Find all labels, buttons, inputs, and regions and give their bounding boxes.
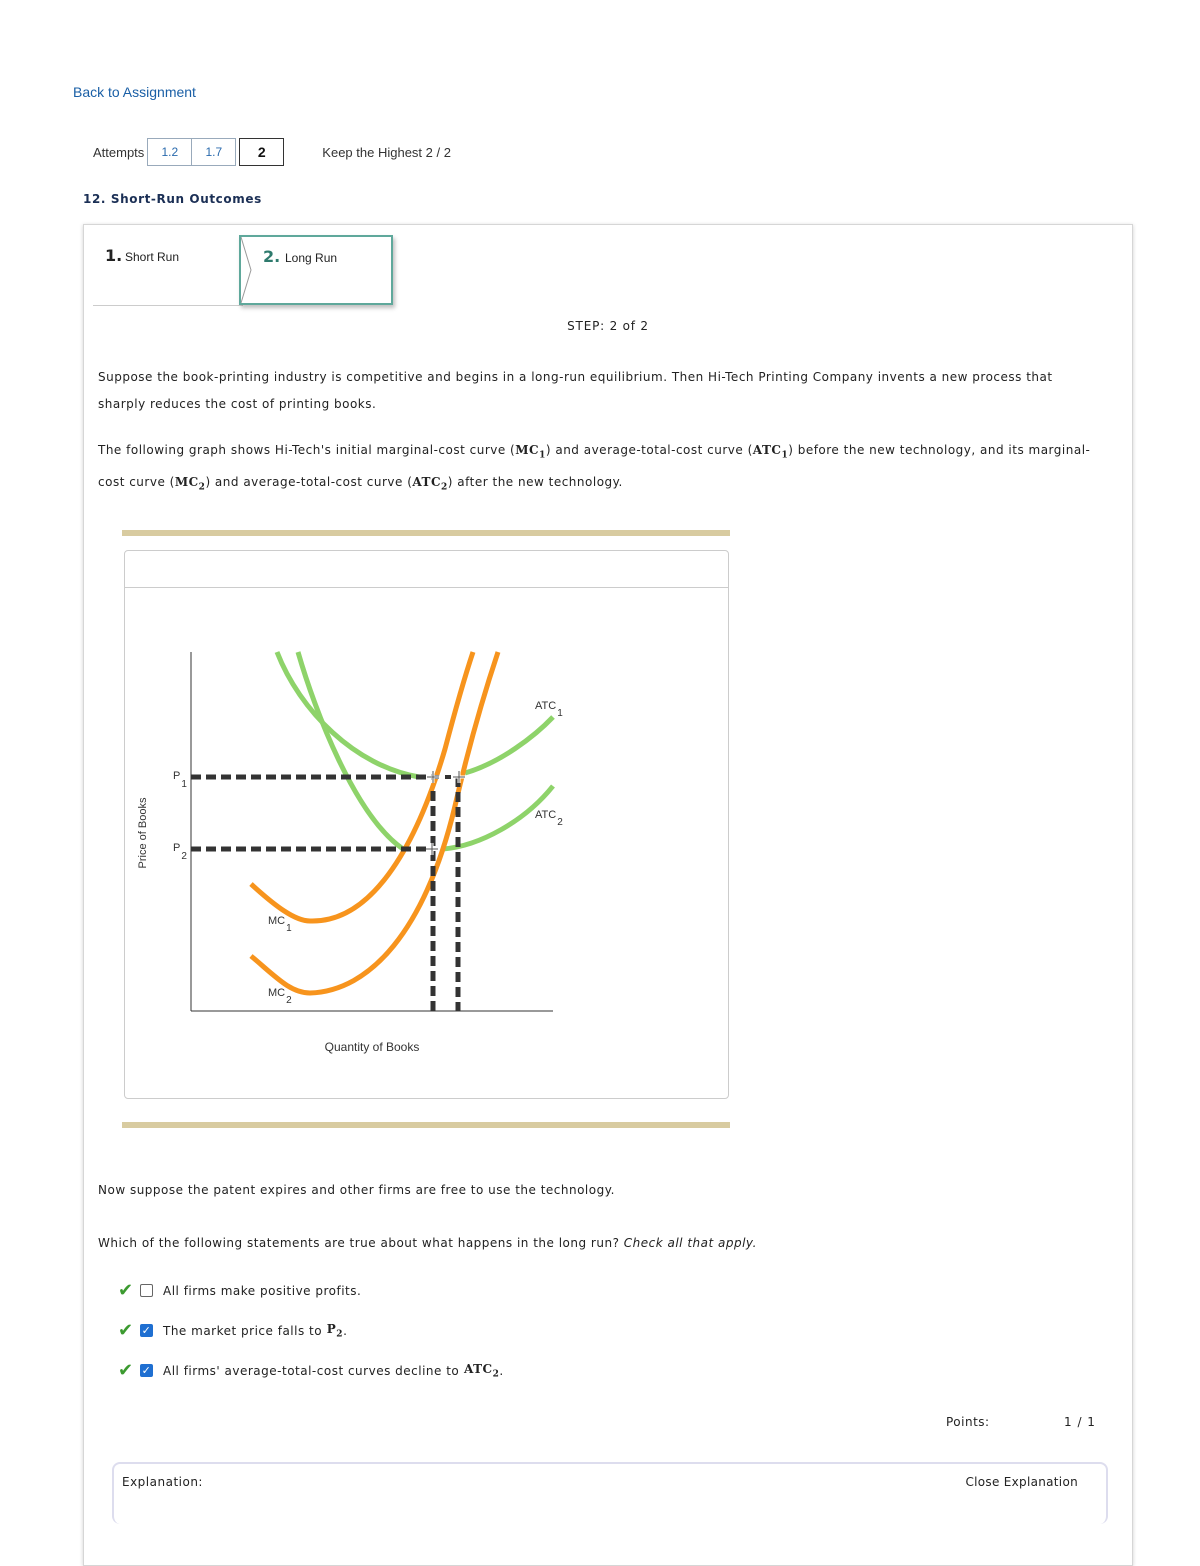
step-indicator: STEP: 2 of 2 [567, 319, 649, 333]
answer-text: All firms' average-total-cost curves decline to [163, 1363, 460, 1378]
graph-top-bar [122, 530, 730, 536]
explanation-box [112, 1462, 1108, 1524]
answer-text: All firms make positive profits. [163, 1283, 362, 1298]
attempts-bar [93, 138, 451, 166]
mc2-label: MC2 [268, 987, 292, 1006]
back-to-assignment-link[interactable]: Back to Assignment [73, 84, 196, 100]
answer-checkbox[interactable] [140, 1284, 153, 1297]
intro-paragraph: Suppose the book-printing industry is competitive and begins in a long-run equilibrium. Then Hi-Tech Printing Company invents a new process that sharply reduces the cost of printing books. [98, 370, 1053, 411]
answer-checkbox[interactable]: ✓ [141, 1324, 152, 1337]
patent-paragraph: Now suppose the patent expires and other firms are free to use the technology. [98, 1183, 615, 1197]
close-explanation-button[interactable]: Close Explanation [965, 1475, 1078, 1489]
points-value: 1 / 1 [1064, 1415, 1096, 1429]
answer-checkbox[interactable]: ✓ [141, 1364, 152, 1377]
tab-label: Long Run [285, 251, 338, 265]
correct-check-icon: ✔ [118, 1320, 134, 1341]
question-panel [83, 224, 1133, 1566]
question-prompt: Which of the following statements are true about what happens in the long run? Check all that apply. [98, 1236, 757, 1250]
atc2-curve-left [298, 652, 403, 849]
y-axis-title: Price of Books [137, 797, 149, 869]
tab-arrow-notch [241, 237, 261, 303]
correct-check-icon: ✔ [118, 1360, 134, 1381]
attempt-current-button[interactable]: 2 [239, 138, 284, 166]
points-label: Points: [946, 1415, 990, 1429]
check-all-hint: Check all that apply. [623, 1236, 757, 1250]
mc2-symbol: $MC_2$ [174, 475, 206, 493]
correct-check-icon: ✔ [118, 1280, 134, 1301]
atc1-label: ATC1 [535, 700, 563, 719]
x-axis-title: Quantity of Books [324, 1040, 420, 1054]
answer-option-3[interactable]: ✔ ✓ All firms' average-total-cost curves decline to $ATC_2$ . [118, 1360, 504, 1381]
answer-option-1[interactable] [118, 1280, 361, 1301]
answer-text: The market price falls to [163, 1323, 323, 1338]
atc1-curve-right [465, 717, 553, 773]
answer-math: $P_2$ [326, 1321, 344, 1340]
marker-plus-icon [426, 843, 438, 855]
graph-box [124, 550, 729, 1099]
answer-math: $ATC_2$ [463, 1361, 500, 1380]
answer-option-2[interactable]: ✔ ✓ The market price falls to $P_2$ . [118, 1320, 348, 1341]
tab-short-run[interactable] [93, 235, 243, 306]
tab-number: 2. [263, 247, 281, 266]
graph-container [122, 524, 730, 1131]
question-title: 12. Short-Run Outcomes [83, 192, 262, 206]
p2-label: P2 [173, 842, 187, 862]
cost-curves-chart [125, 551, 728, 1098]
atc1-curve-left [277, 652, 419, 777]
mc1-curve [251, 652, 473, 921]
atc2-symbol: $ATC_2$ [412, 475, 448, 493]
keep-highest-value: 2 / 2 [425, 144, 451, 160]
keep-highest-label: Keep the Highest 2 / 2 [322, 144, 451, 160]
p1-label: P1 [173, 770, 187, 790]
explanation-title: Explanation: [122, 1475, 203, 1489]
tab-label: Short Run [125, 250, 180, 264]
mc1-label: MC1 [268, 915, 292, 934]
mc1-symbol: $MC_1$ [515, 443, 546, 461]
attempts-label: Attempts [93, 144, 145, 160]
atc1-symbol: $ATC_1$ [752, 443, 789, 461]
atc2-label: ATC2 [535, 809, 563, 828]
graph-description: The following graph shows Hi-Tech's initial marginal-cost curve $(MC_1)$ and average-total-cost curve $(ATC_1)$ before the new technology, and its marginal-cost curve $(MC_2)$ and average-total-cost curve $(ATC_2)$ after the new technology. [98, 443, 1091, 493]
tab-long-run[interactable] [239, 235, 393, 305]
attempt-2-button[interactable]: 1.7 [191, 138, 236, 166]
graph-bottom-bar [122, 1122, 730, 1128]
attempt-1-button[interactable]: 1.2 [147, 138, 192, 166]
tab-number: 1. [105, 246, 123, 265]
